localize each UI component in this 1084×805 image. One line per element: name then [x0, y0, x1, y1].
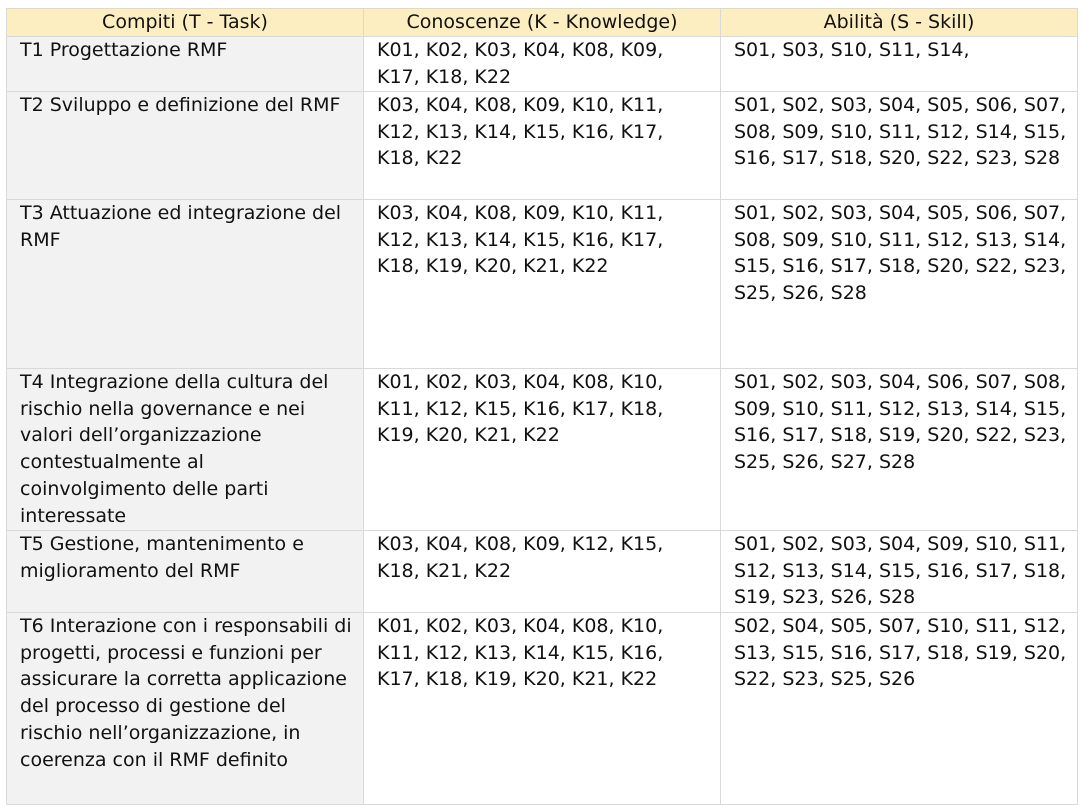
knowledge-cell: K01, K02, K03, K04, K08, K10, K11, K12, K13, K14, K15, K16, K17, K18, K19, K20, K21, K22 [364, 613, 721, 805]
header-skills: Abilità (S - Skill) [721, 9, 1078, 37]
knowledge-cell: K03, K04, K08, K09, K12, K15, K18, K21, K22 [364, 531, 721, 613]
skill-cell: S01, S02, S03, S04, S06, S07, S08, S09, S10, S11, S12, S13, S14, S15, S16, S17, S18, S19, S20, S22, S23, S25, S26, S27, S28 [721, 369, 1078, 531]
table-row [7, 369, 1078, 531]
skill-cell: S01, S02, S03, S04, S09, S10, S11, S12, S13, S14, S15, S16, S17, S18, S19, S23, S26, S28 [721, 531, 1078, 613]
skill-cell: S01, S02, S03, S04, S05, S06, S07, S08, S09, S10, S11, S12, S13, S14, S15, S16, S17, S18, S20, S22, S23, S25, S26, S28 [721, 200, 1078, 369]
table-row [7, 200, 1078, 369]
header-tasks: Compiti (T - Task) [7, 9, 364, 37]
task-knowledge-skill-table [6, 8, 1078, 805]
task-cell: T5 Gestione, mantenimento e miglioramento del RMF [7, 531, 364, 613]
table-row [7, 37, 1078, 92]
task-cell: T1 Progettazione RMF [7, 37, 364, 92]
knowledge-cell: K01, K02, K03, K04, K08, K10, K11, K12, K15, K16, K17, K18, K19, K20, K21, K22 [364, 369, 721, 531]
table-row [7, 531, 1078, 613]
header-knowledge: Conoscenze (K - Knowledge) [364, 9, 721, 37]
table-row [7, 613, 1078, 805]
task-cell: T2 Sviluppo e definizione del RMF [7, 92, 364, 200]
knowledge-cell: K03, K04, K08, K09, K10, K11, K12, K13, K14, K15, K16, K17, K18, K19, K20, K21, K22 [364, 200, 721, 369]
skill-cell: S01, S02, S03, S04, S05, S06, S07, S08, S09, S10, S11, S12, S14, S15, S16, S17, S18, S20, S22, S23, S28 [721, 92, 1078, 200]
task-cell: T4 Integrazione della cultura del rischio nella governance e nei valori dell’organizzazione contestualmente al coinvolgimento delle parti interessate [7, 369, 364, 531]
table-row [7, 92, 1078, 200]
skill-cell: S01, S03, S10, S11, S14, [721, 37, 1078, 92]
task-cell: T6 Interazione con i responsabili di progetti, processi e funzioni per assicurare la corretta applicazione del processo di gestione del rischio nell’organizzazione, in coerenza con il RMF definito [7, 613, 364, 805]
knowledge-cell: K01, K02, K03, K04, K08, K09, K17, K18, K22 [364, 37, 721, 92]
knowledge-cell: K03, K04, K08, K09, K10, K11, K12, K13, K14, K15, K16, K17, K18, K22 [364, 92, 721, 200]
skill-cell: S02, S04, S05, S07, S10, S11, S12, S13, S15, S16, S17, S18, S19, S20, S22, S23, S25, S26 [721, 613, 1078, 805]
header-row [7, 9, 1078, 37]
task-cell: T3 Attuazione ed integrazione del RMF [7, 200, 364, 369]
